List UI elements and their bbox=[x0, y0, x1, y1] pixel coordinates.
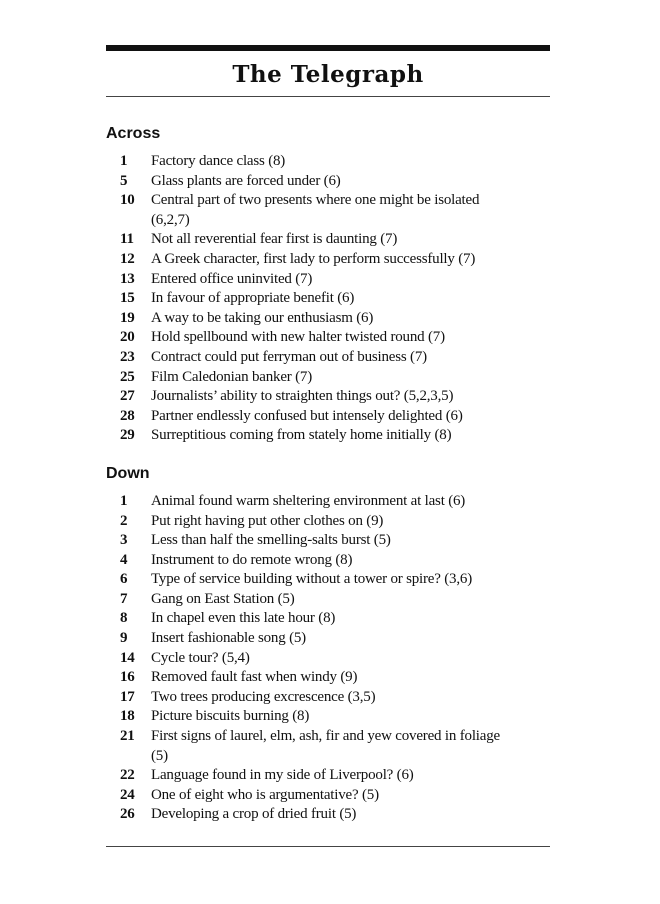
clue-text: Cycle tour? (5,4) bbox=[151, 649, 250, 666]
clue-text: Type of service building without a tower or spire? (3,6) bbox=[151, 571, 472, 588]
clue-item bbox=[106, 387, 550, 407]
down-clue-list bbox=[106, 492, 550, 825]
clue-number: 11 bbox=[120, 231, 134, 248]
clue-number: 26 bbox=[120, 806, 135, 823]
clue-number: 22 bbox=[120, 767, 135, 784]
clue-item bbox=[106, 270, 550, 290]
clue-item bbox=[106, 368, 550, 388]
clue-number: 13 bbox=[120, 270, 135, 287]
clue-item bbox=[106, 492, 550, 512]
clue-text: Journalists’ ability to straighten things out? (5,2,3,5) bbox=[151, 388, 454, 405]
clue-item bbox=[106, 551, 550, 571]
clue-number: 24 bbox=[120, 786, 135, 803]
clue-item bbox=[106, 688, 550, 708]
clue-text: Not all reverential fear first is daunting (7) bbox=[151, 231, 398, 248]
down-heading: Down bbox=[106, 464, 150, 482]
clue-text: One of eight who is argumentative? (5) bbox=[151, 786, 379, 803]
clue-text: Glass plants are forced under (6) bbox=[151, 172, 341, 189]
clue-item bbox=[106, 570, 550, 590]
clue-item bbox=[106, 191, 550, 230]
clue-item bbox=[106, 328, 550, 348]
clue-item bbox=[106, 531, 550, 551]
across-clue-list bbox=[106, 152, 550, 446]
clue-item bbox=[106, 250, 550, 270]
clue-text: Less than half the smelling-salts burst (5) bbox=[151, 532, 391, 549]
clue-item bbox=[106, 609, 550, 629]
clue-number: 17 bbox=[120, 688, 135, 705]
clue-item bbox=[106, 649, 550, 669]
clue-number: 4 bbox=[120, 551, 128, 568]
clue-number: 27 bbox=[120, 388, 135, 405]
clue-text: Insert fashionable song (5) bbox=[151, 630, 306, 647]
clue-item bbox=[106, 786, 550, 806]
clue-text: In chapel even this late hour (8) bbox=[151, 610, 336, 627]
clue-item bbox=[106, 426, 550, 446]
clue-number: 23 bbox=[120, 348, 135, 365]
clue-text: First signs of laurel, elm, ash, fir and yew covered in foliage (5) bbox=[151, 728, 500, 764]
clue-item bbox=[106, 348, 550, 368]
clue-text: Partner endlessly confused but intensely delighted (6) bbox=[151, 407, 463, 424]
clue-text: Surreptitious coming from stately home initially (8) bbox=[151, 427, 452, 444]
clue-text: Put right having put other clothes on (9) bbox=[151, 512, 384, 529]
clue-text: Removed fault fast when windy (9) bbox=[151, 669, 358, 686]
clue-text: Factory dance class (8) bbox=[151, 153, 286, 169]
across-heading: Across bbox=[106, 125, 161, 142]
clue-text: Entered office uninvited (7) bbox=[151, 270, 313, 287]
clue-item bbox=[106, 805, 550, 825]
masthead-logo: The Telegraph bbox=[232, 61, 424, 88]
clue-number: 18 bbox=[120, 708, 135, 725]
clue-item bbox=[106, 172, 550, 192]
clue-item bbox=[106, 289, 550, 309]
clue-number: 3 bbox=[120, 532, 128, 549]
clue-number: 9 bbox=[120, 630, 128, 647]
clue-item bbox=[106, 407, 550, 427]
masthead-divider bbox=[106, 96, 550, 97]
clue-number: 5 bbox=[120, 172, 128, 189]
clue-text: Language found in my side of Liverpool? (6) bbox=[151, 767, 414, 784]
clue-text: Developing a crop of dried fruit (5) bbox=[151, 806, 357, 823]
clue-number: 28 bbox=[120, 407, 135, 424]
clue-number: 15 bbox=[120, 290, 135, 307]
clue-number: 12 bbox=[120, 250, 135, 267]
clue-text: Gang on East Station (5) bbox=[151, 590, 295, 607]
clue-item bbox=[106, 512, 550, 532]
clue-number: 14 bbox=[120, 649, 135, 666]
clue-item bbox=[106, 230, 550, 250]
clue-number: 6 bbox=[120, 571, 128, 588]
clue-number: 25 bbox=[120, 368, 135, 385]
clue-item bbox=[106, 590, 550, 610]
clue-item bbox=[106, 766, 550, 786]
clue-number: 7 bbox=[120, 590, 128, 607]
clue-item bbox=[106, 668, 550, 688]
clue-item bbox=[106, 629, 550, 649]
clue-number: 1 bbox=[120, 492, 128, 509]
clue-item bbox=[106, 152, 550, 172]
clue-number: 2 bbox=[120, 512, 128, 529]
clue-text: Central part of two presents where one might be isolated (6,2,7) bbox=[151, 192, 480, 228]
clue-number: 21 bbox=[120, 728, 135, 745]
clue-number: 1 bbox=[120, 153, 128, 169]
clue-text: Picture biscuits burning (8) bbox=[151, 708, 310, 725]
clue-text: Hold spellbound with new halter twisted round (7) bbox=[151, 329, 445, 346]
clue-item bbox=[106, 707, 550, 727]
clue-text: Film Caledonian banker (7) bbox=[151, 368, 313, 385]
clue-text: Two trees producing excrescence (3,5) bbox=[151, 688, 376, 705]
clue-number: 19 bbox=[120, 309, 135, 326]
clue-text: Contract could put ferryman out of business (7) bbox=[151, 348, 427, 365]
clue-number: 8 bbox=[120, 610, 128, 627]
crossword-clues-page bbox=[106, 45, 550, 825]
clue-text: Animal found warm sheltering environment at last (6) bbox=[151, 492, 466, 509]
bottom-rule bbox=[106, 846, 550, 847]
clue-text: A way to be taking our enthusiasm (6) bbox=[151, 309, 374, 326]
clue-number: 20 bbox=[120, 329, 135, 346]
clue-text: Instrument to do remote wrong (8) bbox=[151, 551, 353, 568]
clue-number: 10 bbox=[120, 192, 135, 209]
clue-number: 29 bbox=[120, 427, 135, 444]
clue-text: A Greek character, first lady to perform successfully (7) bbox=[151, 250, 476, 267]
clue-item bbox=[106, 309, 550, 329]
clue-text: In favour of appropriate benefit (6) bbox=[151, 290, 355, 307]
clue-number: 16 bbox=[120, 669, 135, 686]
clue-item bbox=[106, 727, 550, 766]
